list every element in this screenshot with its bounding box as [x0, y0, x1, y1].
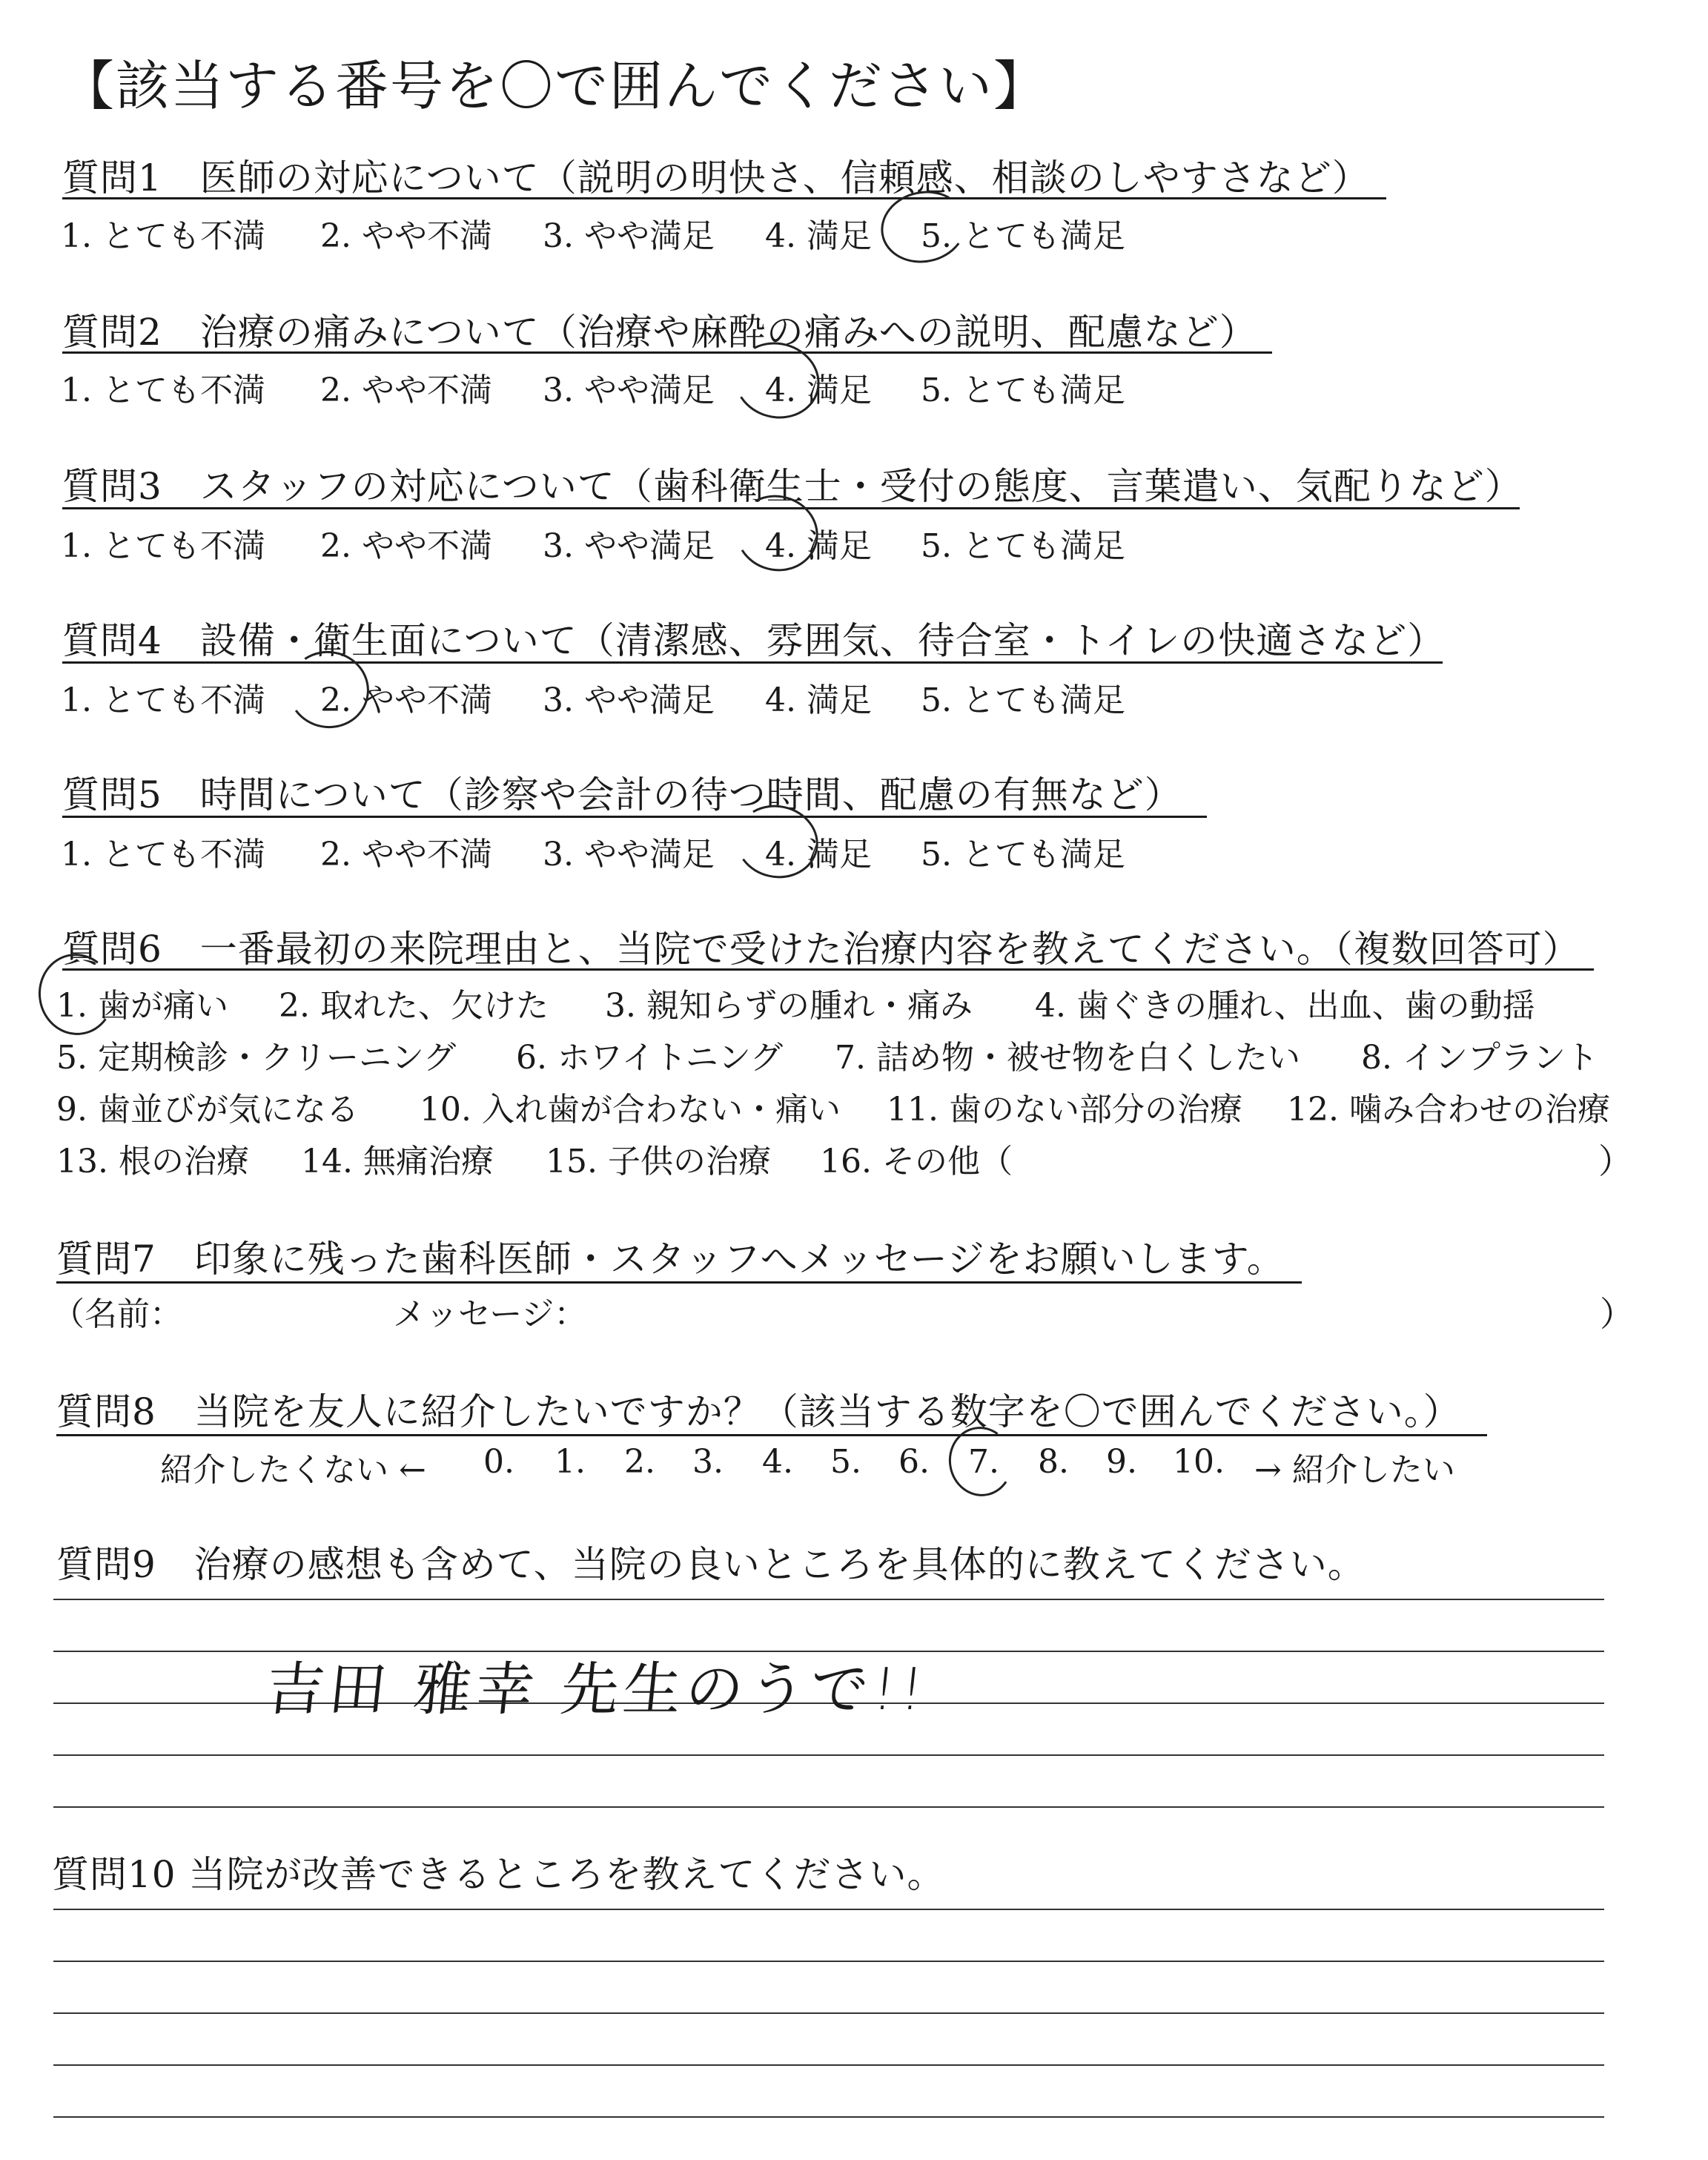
q2-option-4[interactable]: 4. 満足: [765, 371, 872, 409]
q4-option-3[interactable]: 3. やや満足: [543, 681, 715, 719]
q1-option-4[interactable]: 4. 満足: [765, 217, 872, 255]
q5-title: 質問5 時間について（診察や会計の待つ時間、配慮の有無など）: [62, 773, 1182, 816]
q8-right-label: → 紹介したい: [1254, 1451, 1455, 1489]
q6-option-3[interactable]: 3. 親知らずの腫れ・痛み: [605, 987, 973, 1025]
q4-option-4[interactable]: 4. 満足: [765, 681, 872, 719]
q5-option-3[interactable]: 3. やや満足: [543, 836, 715, 873]
q2-option-2[interactable]: 2. やや不満: [320, 371, 492, 409]
q6-options: [56, 979, 1650, 1201]
q8-option-5[interactable]: 5.: [830, 1443, 861, 1481]
q9-line-1: [53, 1599, 1604, 1600]
q10-line-3: [53, 2012, 1604, 2014]
q9-title: 質問9 治療の感想も含めて、当院の良いところを具体的に教えてください。: [56, 1543, 1366, 1586]
q3-option-1[interactable]: 1. とても不満: [61, 527, 265, 565]
q2-underline: [62, 351, 1272, 354]
q7-message-label: メッセージ：: [393, 1295, 587, 1333]
q4-option-5[interactable]: 5. とても満足: [921, 681, 1125, 719]
q5-option-1[interactable]: 1. とても不満: [61, 836, 265, 873]
q8-scale: [160, 1443, 1494, 1487]
q1-option-3[interactable]: 3. やや満足: [543, 217, 715, 255]
q8-option-10[interactable]: 10.: [1173, 1443, 1225, 1481]
q5-underline: [62, 816, 1207, 818]
q4-title: 質問4 設備・衛生面について（清潔感、雰囲気、待合室・トイレの快適さなど）: [62, 619, 1446, 662]
q6-close-paren: ）: [1598, 1141, 1632, 1181]
q8-option-6[interactable]: 6.: [898, 1443, 930, 1481]
q1-option-5[interactable]: 5. とても満足: [921, 217, 1125, 255]
q10-line-2: [53, 1961, 1604, 1962]
q6-option-4[interactable]: 4. 歯ぐきの腫れ、出血、歯の動揺: [1035, 987, 1535, 1025]
q5-option-2[interactable]: 2. やや不満: [320, 836, 492, 873]
q8-title: 質問8 当院を友人に紹介したいですか？（該当する数字を〇で囲んでください。）: [56, 1390, 1461, 1433]
q6-option-12[interactable]: 12. 噛み合わせの治療: [1287, 1091, 1610, 1129]
q6-option-6[interactable]: 6. ホワイトニング: [516, 1039, 784, 1077]
q9-line-5: [53, 1806, 1604, 1808]
q8-option-4[interactable]: 4.: [762, 1443, 793, 1481]
q8-option-0[interactable]: 0.: [483, 1443, 514, 1481]
q7-title: 質問7 印象に残った歯科医師・スタッフへメッセージをお願いします。: [56, 1238, 1285, 1281]
q2-option-3[interactable]: 3. やや満足: [543, 371, 715, 409]
q1-option-1[interactable]: 1. とても不満: [61, 217, 265, 255]
q6-option-5[interactable]: 5. 定期検診・クリーニング: [56, 1039, 457, 1077]
q9-line-4: [53, 1754, 1604, 1756]
q6-option-14[interactable]: 14. 無痛治療: [301, 1143, 494, 1180]
q10-line-4: [53, 2064, 1604, 2066]
q10-line-1: [53, 1909, 1604, 1910]
q7-name-label: （名前：: [52, 1295, 182, 1333]
q6-option-13[interactable]: 13. 根の治療: [56, 1143, 249, 1180]
q5-option-5[interactable]: 5. とても満足: [921, 836, 1125, 873]
q6-option-1[interactable]: 1. 歯が痛い: [56, 987, 228, 1025]
q4-option-1[interactable]: 1. とても不満: [61, 681, 265, 719]
q2-title: 質問2 治療の痛みについて（治療や麻酔の痛みへの説明、配慮など）: [62, 311, 1257, 354]
form-header: 【該当する番号を〇で囲んでください】: [61, 55, 1049, 117]
q1-option-2[interactable]: 2. やや不満: [320, 217, 492, 255]
q3-option-3[interactable]: 3. やや満足: [543, 527, 715, 565]
q4-option-2[interactable]: 2. やや不満: [320, 681, 492, 719]
q6-underline: [62, 968, 1594, 971]
q2-option-1[interactable]: 1. とても不満: [61, 371, 265, 409]
q5-option-4[interactable]: 4. 満足: [765, 836, 872, 873]
q3-option-5[interactable]: 5. とても満足: [921, 527, 1125, 565]
q8-option-7[interactable]: 7.: [968, 1443, 999, 1481]
q7-close-paren: ）: [1600, 1294, 1634, 1334]
q3-title: 質問3 スタッフの対応について（歯科衛生士・受付の態度、言葉遣い、気配りなど）: [62, 465, 1523, 508]
q8-option-1[interactable]: 1.: [555, 1443, 586, 1481]
q6-option-8[interactable]: 8. インプラント: [1361, 1039, 1598, 1077]
q6-option-10[interactable]: 10. 入れ歯が合わない・痛い: [420, 1091, 841, 1129]
q8-option-9[interactable]: 9.: [1106, 1443, 1137, 1481]
q6-title: 質問6 一番最初の来院理由と、当院で受けた治療内容を教えてください。（複数回答可）: [62, 928, 1580, 971]
q2-option-5[interactable]: 5. とても満足: [921, 371, 1125, 409]
q8-option-2[interactable]: 2.: [624, 1443, 655, 1481]
q6-option-9[interactable]: 9. 歯並びが気になる: [56, 1091, 359, 1129]
q6-option-16[interactable]: 16. その他（: [820, 1143, 1013, 1180]
q6-option-11[interactable]: 11. 歯のない部分の治療: [887, 1091, 1242, 1129]
q8-underline: [56, 1434, 1487, 1436]
q1-title: 質問1 医師の対応について（説明の明快さ、信頼感、相談のしやすさなど）: [62, 156, 1370, 199]
q3-option-2[interactable]: 2. やや不満: [320, 527, 492, 565]
q10-title: 質問10 当院が改善できるところを教えてください。: [52, 1853, 945, 1896]
q8-option-3[interactable]: 3.: [692, 1443, 724, 1481]
q9-handwritten-answer: 吉田 雅幸 先生のうで!!: [262, 1657, 932, 1723]
q6-option-2[interactable]: 2. 取れた、欠けた: [279, 987, 549, 1025]
q7-underline: [56, 1281, 1302, 1284]
q6-option-7[interactable]: 7. 詰め物・被せ物を白くしたい: [835, 1039, 1300, 1077]
q1-underline: [62, 197, 1386, 199]
q8-option-8[interactable]: 8.: [1038, 1443, 1069, 1481]
q3-option-4[interactable]: 4. 満足: [765, 527, 872, 565]
q4-underline: [62, 661, 1443, 664]
q8-left-label: 紹介したくない ←: [160, 1451, 426, 1489]
q10-line-5: [53, 2116, 1604, 2118]
q6-option-15[interactable]: 15. 子供の治療: [546, 1143, 771, 1180]
